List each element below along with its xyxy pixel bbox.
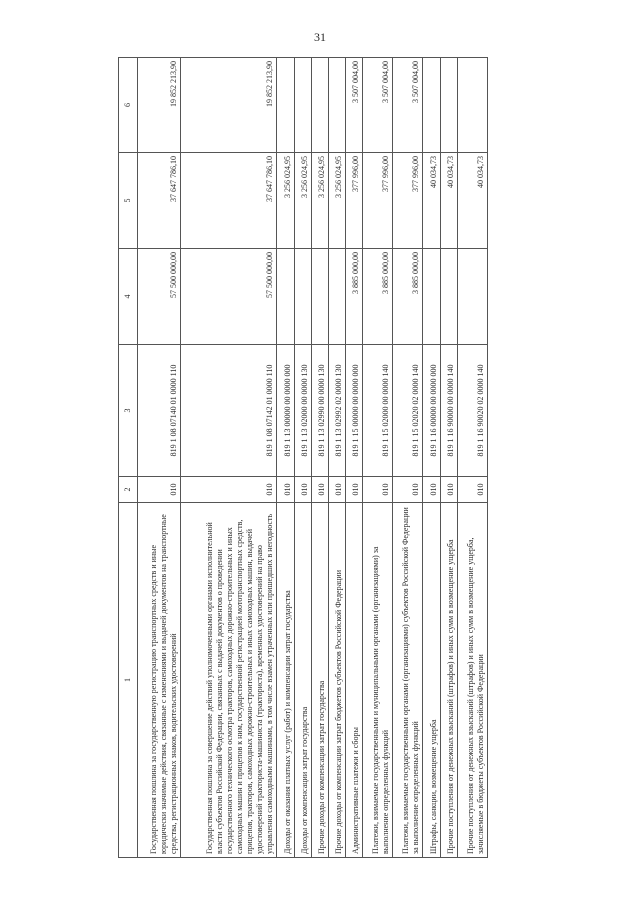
- row-description: Прочие доходы от компенсации затрат бюджетов субъектов Российской Федерации: [328, 503, 345, 858]
- table-row: [393, 58, 423, 858]
- income-table: [118, 57, 488, 858]
- row-budget-classification-code: 819 1 15 00000 00 0000 000: [345, 345, 362, 477]
- row-budget-classification-code: 819 1 13 00000 00 0000 000: [277, 345, 294, 477]
- table-body: [138, 58, 488, 858]
- row-unexecuted-amount: 19 852 213,90: [181, 58, 277, 153]
- row-unexecuted-amount: [423, 58, 440, 153]
- row-description: Платежи, взимаемые государственными органами (организациями) субъектов Российской Федерации за выполнение определенных функций: [393, 503, 423, 858]
- row-approved-amount: [423, 249, 440, 345]
- row-executed-amount: 37 647 786,10: [138, 153, 181, 249]
- row-approved-amount: 57 500 000,00: [181, 249, 277, 345]
- row-line-code: 010: [423, 477, 440, 503]
- row-budget-classification-code: 819 1 13 02992 02 0000 130: [328, 345, 345, 477]
- table-header-row: [119, 58, 138, 858]
- row-executed-amount: 3 256 024,95: [294, 153, 311, 249]
- row-budget-classification-code: 819 1 08 07140 01 0000 110: [138, 345, 181, 477]
- row-budget-classification-code: 819 1 15 02000 00 0000 140: [362, 345, 392, 477]
- row-executed-amount: 377 996,00: [345, 153, 362, 249]
- row-line-code: 010: [440, 477, 457, 503]
- row-approved-amount: [457, 249, 487, 345]
- row-line-code: 010: [138, 477, 181, 503]
- row-budget-classification-code: 819 1 08 07142 01 0000 110: [181, 345, 277, 477]
- row-unexecuted-amount: [277, 58, 294, 153]
- table-row: [328, 58, 345, 858]
- row-executed-amount: 3 256 024,95: [328, 153, 345, 249]
- row-executed-amount: 37 647 786,10: [181, 153, 277, 249]
- column-header: 2: [119, 477, 138, 503]
- row-budget-classification-code: 819 1 16 90000 00 0000 140: [440, 345, 457, 477]
- row-line-code: 010: [457, 477, 487, 503]
- table-row: [181, 58, 277, 858]
- row-description: Прочие доходы от компенсации затрат государства: [311, 503, 328, 858]
- row-approved-amount: [311, 249, 328, 345]
- table-row: [277, 58, 294, 858]
- column-header: 3: [119, 345, 138, 477]
- row-executed-amount: 3 256 024,95: [311, 153, 328, 249]
- rotated-table-container: [118, 58, 488, 858]
- table-row: [457, 58, 487, 858]
- table-row: [311, 58, 328, 858]
- column-header: 1: [119, 503, 138, 858]
- table-row: [138, 58, 181, 858]
- table-row: [423, 58, 440, 858]
- row-description: Административные платежи и сборы: [345, 503, 362, 858]
- row-approved-amount: [294, 249, 311, 345]
- row-line-code: 010: [181, 477, 277, 503]
- row-executed-amount: 40 034,73: [440, 153, 457, 249]
- table-row: [294, 58, 311, 858]
- row-executed-amount: 40 034,73: [457, 153, 487, 249]
- row-executed-amount: 40 034,73: [423, 153, 440, 249]
- row-approved-amount: [328, 249, 345, 345]
- row-budget-classification-code: 819 1 13 02990 00 0000 130: [311, 345, 328, 477]
- row-unexecuted-amount: [457, 58, 487, 153]
- row-unexecuted-amount: 3 507 004,00: [362, 58, 392, 153]
- row-budget-classification-code: 819 1 13 02000 00 0000 130: [294, 345, 311, 477]
- row-executed-amount: 377 996,00: [393, 153, 423, 249]
- table-row: [362, 58, 392, 858]
- row-unexecuted-amount: [311, 58, 328, 153]
- row-description: Прочие поступления от денежных взысканий (штрафов) и иных сумм в возмещение ущерба, зачисляемые в бюджеты субъектов Российской Федерации: [457, 503, 487, 858]
- column-header: 6: [119, 58, 138, 153]
- row-unexecuted-amount: [440, 58, 457, 153]
- row-budget-classification-code: 819 1 16 00000 00 0000 000: [423, 345, 440, 477]
- page-number: 31: [314, 30, 326, 44]
- row-approved-amount: 57 500 000,00: [138, 249, 181, 345]
- row-approved-amount: 3 885 000,00: [345, 249, 362, 345]
- row-unexecuted-amount: [294, 58, 311, 153]
- row-line-code: 010: [393, 477, 423, 503]
- row-unexecuted-amount: 19 852 213,90: [138, 58, 181, 153]
- row-line-code: 010: [345, 477, 362, 503]
- row-executed-amount: 3 256 024,95: [277, 153, 294, 249]
- row-line-code: 010: [328, 477, 345, 503]
- row-description: Государственная пошлина за государственную регистрацию транспортных средств и иные юридически значимые действия, связанные с изменениями и выдачей документов на транспортные средства, регистрационных знаков, водительских удостоверений: [138, 503, 181, 858]
- row-approved-amount: [440, 249, 457, 345]
- row-description: Доходы от компенсации затрат государства: [294, 503, 311, 858]
- row-description: Штрафы, санкции, возмещение ущерба: [423, 503, 440, 858]
- column-header: 5: [119, 153, 138, 249]
- row-description: Доходы от оказания платных услуг (работ) и компенсации затрат государства: [277, 503, 294, 858]
- row-unexecuted-amount: [328, 58, 345, 153]
- row-description: Государственная пошлина за совершение действий уполномоченными органами исполнительной власти субъектов Российской Федерации, связанных с выдачей документов о проведении государственного технического осмотра тракторов, самоходных дорожно-строительных и иных самоходных машин и прицепов к ним, государственной регистрацией мототранспортных средств, прицепов, тракторов, самоходных дорожно-строительных и иных самоходных машин, выдачей удостоверений тракториста-машиниста (тракториста), временных удостоверений на право управления самоходными машинами, в том числе взамен утраченных или пришедших в негодность: [181, 503, 277, 858]
- table-row: [440, 58, 457, 858]
- row-unexecuted-amount: 3 507 004,00: [345, 58, 362, 153]
- row-budget-classification-code: 819 1 16 90020 02 0000 140: [457, 345, 487, 477]
- row-line-code: 010: [311, 477, 328, 503]
- row-approved-amount: [277, 249, 294, 345]
- row-budget-classification-code: 819 1 15 02020 02 0000 140: [393, 345, 423, 477]
- row-approved-amount: 3 885 000,00: [362, 249, 392, 345]
- row-executed-amount: 377 996,00: [362, 153, 392, 249]
- row-line-code: 010: [362, 477, 392, 503]
- column-header: 4: [119, 249, 138, 345]
- row-approved-amount: 3 885 000,00: [393, 249, 423, 345]
- row-line-code: 010: [277, 477, 294, 503]
- row-description: Платежи, взимаемые государственными и муниципальными органами (организациями) за выполнение определенных функций: [362, 503, 392, 858]
- row-description: Прочие поступления от денежных взысканий (штрафов) и иных сумм в возмещение ущерба: [440, 503, 457, 858]
- row-line-code: 010: [294, 477, 311, 503]
- table-row: [345, 58, 362, 858]
- row-unexecuted-amount: 3 507 004,00: [393, 58, 423, 153]
